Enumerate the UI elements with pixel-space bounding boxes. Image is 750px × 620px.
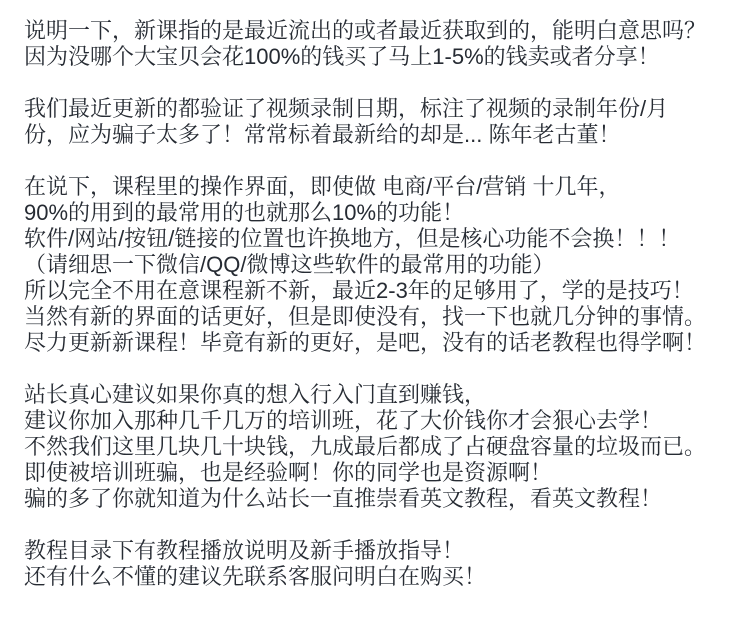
text-line: （请细思一下微信/QQ/微博这些软件的最常用的功能）	[24, 252, 555, 277]
text-line: 在说下，课程里的操作界面，即使做 电商/平台/营销 十几年，	[24, 174, 621, 199]
text-line: 90%的用到的最常用的也就那么10%的功能！	[24, 200, 465, 225]
text-line: 教程目录下有教程播放说明及新手播放指导！	[24, 538, 465, 563]
text-line: 建议你加入那种几千几万的培训班，花了大价钱你才会狠心去学！	[24, 408, 663, 433]
text-line: 因为没哪个大宝贝会花100%的钱买了马上1-5%的钱卖或者分享！	[24, 44, 660, 69]
text-line: 当然有新的界面的话更好，但是即使没有，找一下也就几分钟的事情。	[24, 304, 707, 329]
paragraph	[24, 382, 738, 512]
text-line: 还有什么不懂的建议先联系客服问明白在购买！	[24, 564, 487, 589]
text-line: 说明一下，新课指的是最近流出的或者最近获取到的，能明白意思吗？	[24, 18, 707, 43]
paragraph	[24, 174, 738, 356]
text-line: 所以完全不用在意课程新不新，最近2-3年的足够用了，学的是技巧！	[24, 278, 694, 303]
paragraph	[24, 538, 738, 590]
paragraph	[24, 18, 738, 70]
text-line: 不然我们这里几块几十块钱，九成最后都成了占硬盘容量的垃圾而已。	[24, 434, 707, 459]
text-line: 尽力更新新课程！毕竟有新的更好，是吧，没有的话老教程也得学啊！	[24, 330, 707, 355]
text-line: 站长真心建议如果你真的想入行入门直到赚钱，	[24, 382, 487, 407]
text-line: 即使被培训班骗，也是经验啊！你的同学也是资源啊！	[24, 460, 553, 485]
text-line: 我们最近更新的都验证了视频录制日期，标注了视频的录制年份/月	[24, 96, 669, 121]
text-line: 份，应为骗子太多了！常常标着最新给的却是... 陈年老古董！	[24, 122, 621, 147]
text-line: 骗的多了你就知道为什么站长一直推崇看英文教程，看英文教程！	[24, 486, 663, 511]
text-line: 软件/网站/按钮/链接的位置也许换地方，但是核心功能不会换！！！	[24, 226, 681, 251]
paragraph	[24, 96, 738, 148]
